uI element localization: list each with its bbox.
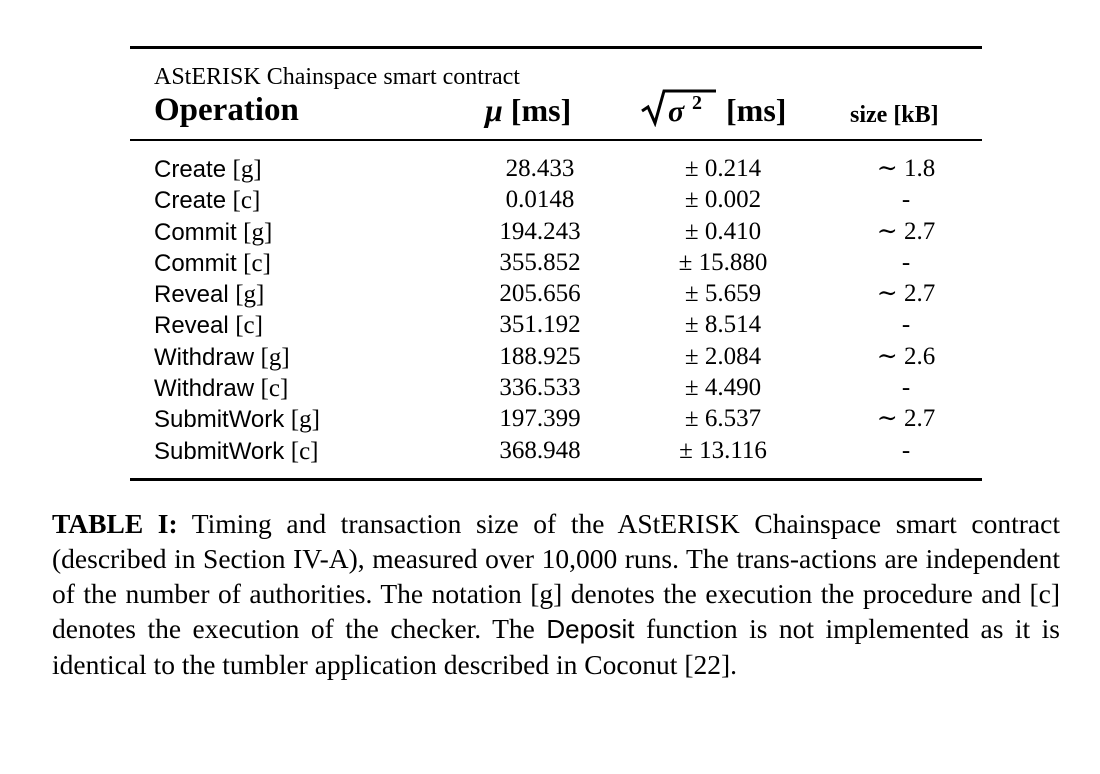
operation-kind: [c] <box>235 312 263 340</box>
table-row <box>130 403 982 434</box>
header-std-dev <box>640 87 786 129</box>
operation-name: Withdraw <box>154 375 255 403</box>
cell-std-dev: ± 8.514 <box>684 311 762 339</box>
cell-mean: 197.399 <box>499 405 581 433</box>
cell-mean: 28.433 <box>505 155 575 182</box>
operation-kind: [g] <box>235 281 265 309</box>
caption-deposit-term: Deposit <box>546 614 635 644</box>
cell-mean: 355.852 <box>499 248 581 276</box>
cell-mean: 188.925 <box>499 342 581 370</box>
operation-name: Create <box>154 156 227 183</box>
cell-size: ∼ 2.7 <box>876 280 936 308</box>
operation-name: SubmitWork <box>154 406 285 434</box>
cell-mean: 368.948 <box>499 436 581 464</box>
operation-name: Reveal <box>154 312 229 340</box>
cell-operation <box>154 278 264 310</box>
cell-operation <box>154 341 290 373</box>
operation-name: Reveal <box>154 281 229 309</box>
cell-mean: 0.0148 <box>505 186 575 214</box>
cell-size: ∼ 2.7 <box>876 405 936 433</box>
cell-size: ∼ 2.7 <box>876 217 936 245</box>
operation-name: Commit <box>154 249 237 277</box>
table-row <box>130 184 982 215</box>
table-top-caption: AStERISK Chainspace smart contract <box>154 64 520 90</box>
table-caption <box>52 506 1060 682</box>
cell-size: - <box>901 311 911 339</box>
cell-size: ∼ 2.6 <box>876 342 936 370</box>
table-row <box>130 247 982 278</box>
header-operation: Operation <box>154 92 299 128</box>
operation-kind: [g] <box>243 218 273 246</box>
header-mean-unit: [ms] <box>510 92 572 128</box>
cell-operation <box>154 153 262 185</box>
table-row <box>130 341 982 372</box>
operation-name: SubmitWork <box>154 437 285 465</box>
cell-std-dev: ± 4.490 <box>684 374 762 402</box>
cell-std-dev: ± 13.116 <box>679 436 767 464</box>
cell-operation <box>154 403 320 435</box>
table-row <box>130 216 982 247</box>
operation-name: Commit <box>154 218 237 246</box>
sqrt-sigma-squared-icon <box>640 87 718 127</box>
header-mean <box>485 92 571 129</box>
operation-name: Create <box>154 187 227 215</box>
caption-text-part-2: function is not implemented as it is identical to the tumbler application described in Coconut [22]. <box>52 613 1060 680</box>
bottom-rule <box>130 478 982 481</box>
operation-kind: [g] <box>290 406 320 434</box>
cell-mean: 351.192 <box>499 311 581 339</box>
cell-std-dev: ± 15.880 <box>678 248 768 276</box>
table-body <box>130 141 982 478</box>
table-header-row <box>130 91 982 139</box>
results-table <box>130 46 982 481</box>
svg-text:σ: σ <box>668 95 685 127</box>
cell-mean: 336.533 <box>499 374 581 402</box>
table-row <box>130 372 982 403</box>
operation-kind: [c] <box>290 437 319 465</box>
cell-std-dev: ± 0.214 <box>684 155 762 182</box>
cell-mean: 205.656 <box>499 280 581 308</box>
cell-size: ∼ 1.8 <box>876 155 936 182</box>
cell-operation <box>154 309 263 341</box>
svg-text:2: 2 <box>692 92 702 114</box>
operation-kind: [g] <box>260 343 290 371</box>
cell-size: - <box>901 248 911 276</box>
cell-size: - <box>901 186 911 214</box>
operation-kind: [g] <box>232 156 262 183</box>
header-size: size [kB] <box>850 102 939 128</box>
cell-operation <box>154 247 271 279</box>
table-row <box>130 309 982 340</box>
cell-operation <box>154 435 319 467</box>
cell-mean: 194.243 <box>499 217 581 245</box>
operation-kind: [c] <box>260 375 289 403</box>
cell-std-dev: ± 6.537 <box>684 405 762 433</box>
cell-operation <box>154 372 288 404</box>
table-row <box>130 435 982 466</box>
operation-kind: [c] <box>243 249 271 277</box>
table-row <box>130 278 982 309</box>
caption-text-part-1: Timing and transaction size of the AStERISK Chainspace smart contract (described in Section IV-A), measured over 10,000 runs. The trans-actions are independent of the number of authorities. The notation [g] denotes the execution the procedure and [c] denotes the execution of the checker. The <box>52 508 1060 644</box>
header-std-dev-unit: [ms] <box>726 92 787 128</box>
caption-label: TABLE I: <box>52 508 178 539</box>
cell-std-dev: ± 0.002 <box>684 186 762 214</box>
operation-name: Withdraw <box>154 343 255 371</box>
table-row <box>130 153 982 184</box>
cell-operation <box>154 216 272 248</box>
cell-std-dev: ± 5.659 <box>684 280 762 308</box>
cell-size: - <box>901 374 911 402</box>
top-rule <box>130 46 982 49</box>
cell-std-dev: ± 2.084 <box>684 342 762 370</box>
cell-std-dev: ± 0.410 <box>684 217 762 245</box>
operation-kind: [c] <box>232 187 261 215</box>
cell-size: - <box>901 436 911 464</box>
cell-operation <box>154 184 260 216</box>
mu-symbol: μ <box>485 92 503 128</box>
